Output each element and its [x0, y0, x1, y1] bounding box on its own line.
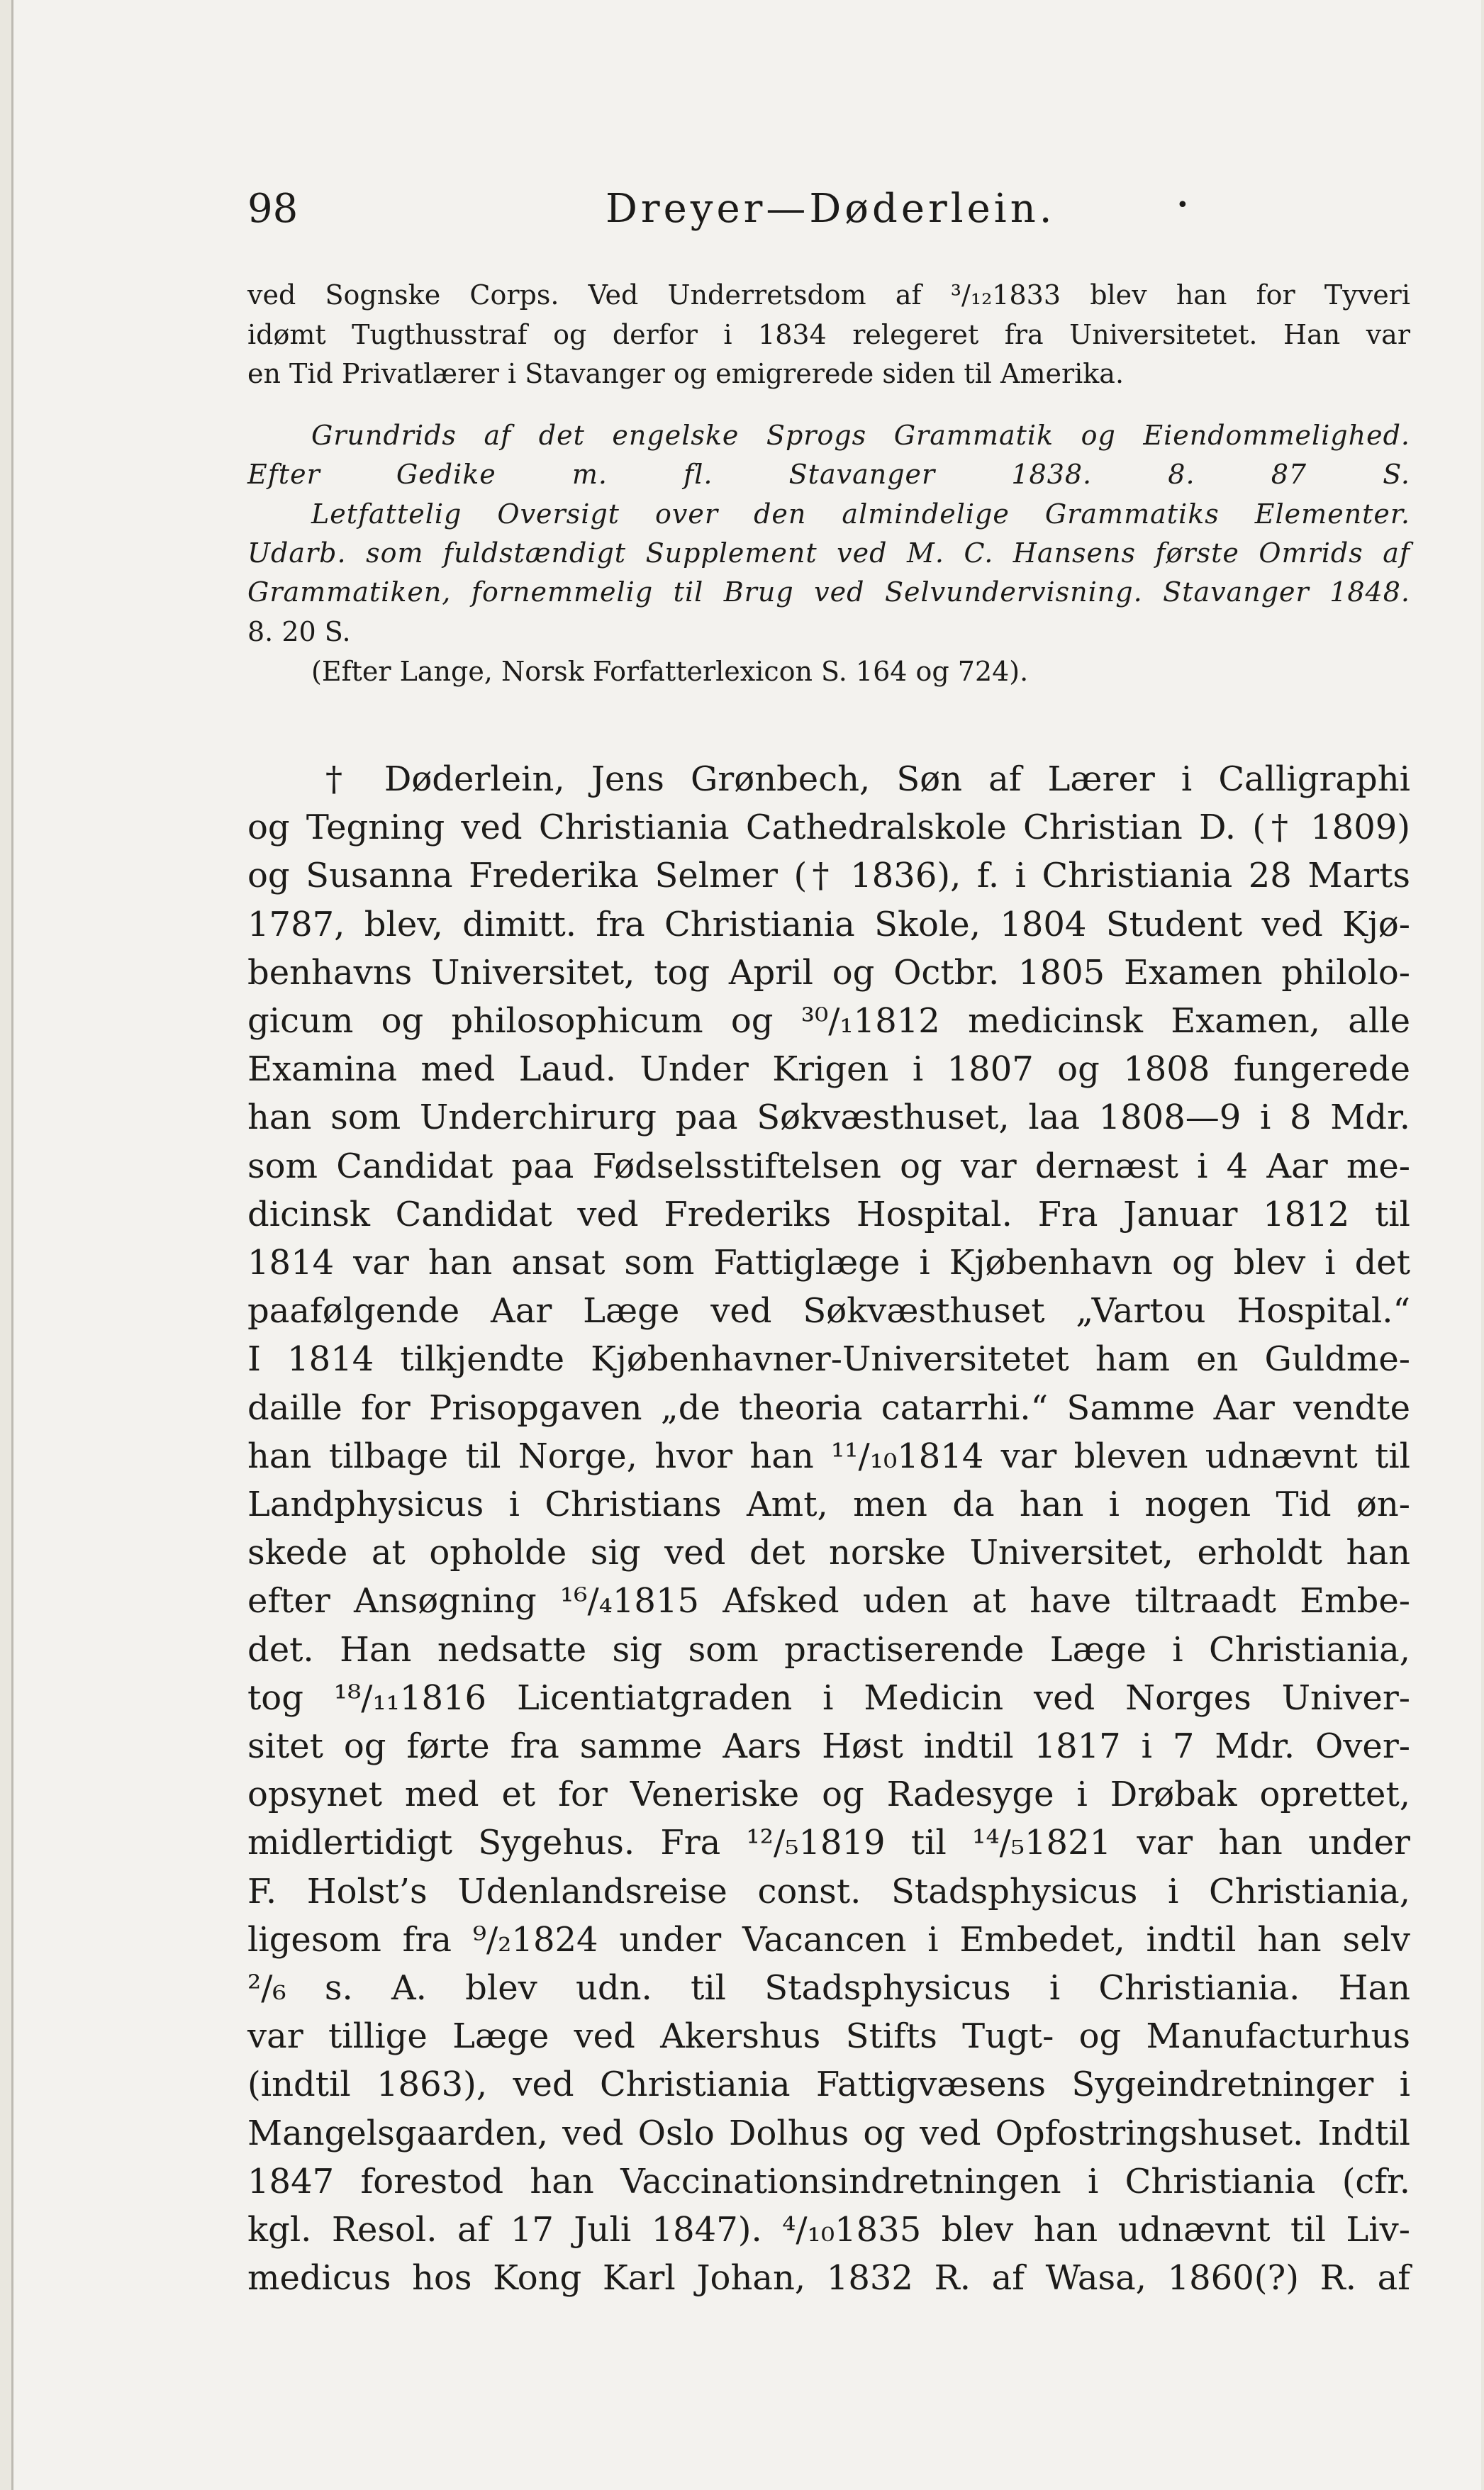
entry-line: og Tegning ved Christiania Cathedralskole Christian D. († 1809) [247, 808, 1410, 847]
entry-line: tog ¹⁸/₁₁1816 Licentiatgraden i Medicin ved Norges Univer- [247, 1678, 1410, 1718]
entry-line: som Candidat paa Fødselsstiftelsen og var dernæst i 4 Aar me- [247, 1146, 1410, 1186]
entry-line: 1814 var han ansat som Fattiglæge i Kjøbenhavn og blev i det [247, 1243, 1410, 1283]
entry-line: han tilbage til Norge, hvor han ¹¹/₁₀1814 var bleven udnævnt til [247, 1436, 1410, 1476]
entry-line: Landphysicus i Christians Amt, men da han i nogen Tid øn- [247, 1485, 1410, 1524]
entry-line: gicum og philosophicum og ³⁰/₁1812 medicinsk Examen, alle [247, 1001, 1410, 1041]
entry-line: † Døderlein, Jens Grønbech, Søn af Lærer i Calligraphi [325, 759, 1410, 799]
bibliography-line: Udarb. som fuldstændigt Supplement ved M. C. Hansens første Omrids af [247, 537, 1410, 569]
entry-line: benhavns Universitet, tog April og Octbr. 1805 Examen philolo- [247, 953, 1410, 993]
bibliography-line: idømt Tugthusstraf og derfor i 1834 relegeret fra Universitetet. Han var [247, 319, 1410, 350]
entry-line: ²/₆ s. A. blev udn. til Stadsphysicus i Christiania. Han [247, 1968, 1410, 2008]
entry-line: dicinsk Candidat ved Frederiks Hospital. Fra Januar 1812 til [247, 1195, 1410, 1234]
bibliography-line: ved Sognske Corps. Ved Underretsdom af ³/₁₂1833 blev han for Tyveri [247, 279, 1410, 311]
bibliography-line: 8. 20 S. [247, 616, 351, 647]
entry-line: Examina med Laud. Under Krigen i 1807 og 1808 fungerede [247, 1049, 1410, 1089]
entry-line: det. Han nedsatte sig som practiserende Læge i Christiania, [247, 1630, 1410, 1670]
entry-line: Mangelsgaarden, ved Oslo Dolhus og ved Opfostringshuset. Indtil [247, 2114, 1410, 2153]
entry-line: ligesom fra ⁹/₂1824 under Vacancen i Embedet, indtil han selv [247, 1920, 1410, 1960]
page-header [247, 186, 1261, 235]
entry-line: efter Ansøgning ¹⁶/₄1815 Afsked uden at have tiltraadt Embe- [247, 1581, 1410, 1621]
entry-line: 1787, blev, dimitt. fra Christiania Skole, 1804 Student ved Kjø- [247, 905, 1410, 944]
entry-line: medicus hos Kong Karl Johan, 1832 R. af Wasa, 1860(?) R. af [247, 2258, 1410, 2298]
bibliography-line: Letfattelig Oversigt over den almindelige Grammatiks Elementer. [311, 498, 1410, 530]
entry-line: opsynet med et for Veneriske og Radesyge i Drøbak oprettet, [247, 1775, 1410, 1814]
entry-line: var tillige Læge ved Akershus Stifts Tugt- og Manufacturhus [247, 2016, 1410, 2056]
bibliography-line: Efter Gedike m. fl. Stavanger 1838. 8. 87 S. [247, 459, 1410, 490]
entry-line: kgl. Resol. af 17 Juli 1847). ⁴/₁₀1835 blev han udnævnt til Liv- [247, 2210, 1410, 2250]
entry-line: 1847 forestod han Vaccinationsindretningen i Christiania (cfr. [247, 2162, 1410, 2201]
entry-line: og Susanna Frederika Selmer († 1836), f. i Christiania 28 Marts [247, 856, 1410, 895]
entry-line: paafølgende Aar Læge ved Søkvæsthuset „Vartou Hospital.“ [247, 1291, 1410, 1331]
entry-line: F. Holst’s Udenlandsreise const. Stadsphysicus i Christiania, [247, 1872, 1410, 1911]
bibliography-line: Grammatiken, fornemmelig til Brug ved Selvundervisning. Stavanger 1848. [247, 576, 1410, 608]
entry-line: I 1814 tilkjendte Kjøbenhavner-Universitetet ham en Guldme- [247, 1339, 1410, 1379]
bibliography-line: en Tid Privatlærer i Stavanger og emigrerede siden til Amerika. [247, 358, 1125, 389]
bibliography-line: Grundrids af det engelske Sprogs Grammatik og Eiendommelighed. [311, 420, 1410, 451]
entry-line: midlertidigt Sygehus. Fra ¹²/₅1819 til ¹⁴/₅1821 var han under [247, 1823, 1410, 1863]
entry-line: han som Underchirurg paa Søkvæsthuset, laa 1808—9 i 8 Mdr. [247, 1098, 1410, 1137]
entry-line: skede at opholde sig ved det norske Universitet, erholdt han [247, 1533, 1410, 1573]
bibliography-line: (Efter Lange, Norsk Forfatterlexicon S. 164 og 724). [311, 656, 1029, 687]
entry-line: daille for Prisopgaven „de theoria catarrhi.“ Samme Aar vendte [247, 1388, 1410, 1428]
entry-line: sitet og førte fra samme Aars Høst indtil 1817 i 7 Mdr. Over- [247, 1726, 1410, 1766]
ink-mark: • [1176, 193, 1189, 218]
running-title: Dreyer—Døderlein. [606, 186, 1056, 232]
entry-line: (indtil 1863), ved Christiania Fattigvæsens Sygeindretninger i [247, 2065, 1410, 2104]
page-number: 98 [247, 186, 299, 232]
book-page [11, 0, 1481, 2490]
